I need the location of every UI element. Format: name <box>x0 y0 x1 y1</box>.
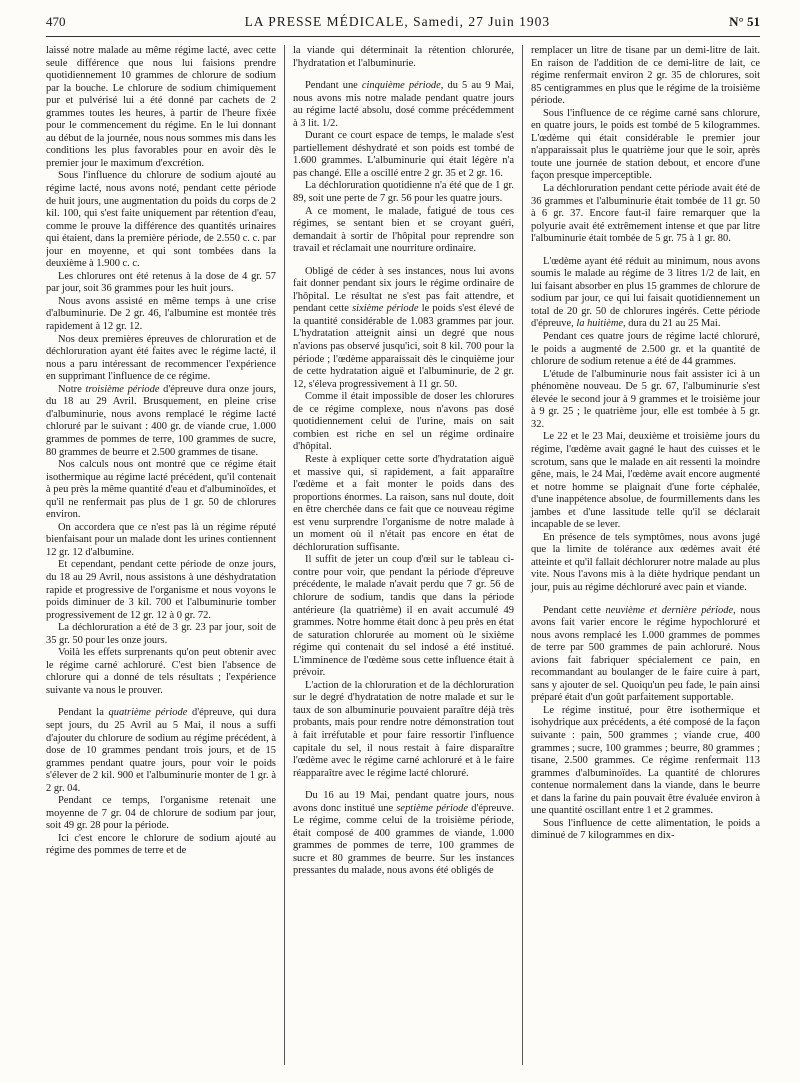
paragraph <box>531 532 760 595</box>
paragraph <box>46 170 276 270</box>
paragraph <box>46 559 276 622</box>
paragraph-text: Pendant la <box>58 707 104 719</box>
paragraph-text: Nous avons assisté en même temps à une crise d'albuminurie. De 2 gr. 46, l'albumine est montée très rapidement à 12 gr. 12. <box>46 295 276 333</box>
paragraph <box>46 45 276 170</box>
emphasis-text: septième période <box>396 802 469 814</box>
paragraph <box>293 206 514 256</box>
paragraph-text: Pendant cette <box>543 604 601 616</box>
paragraph <box>293 80 514 130</box>
paragraph <box>293 554 514 679</box>
paragraph-text: la viande qui déterminait la rétention chlorurée, l'hydratation et l'albuminurie. <box>293 45 514 69</box>
paragraph <box>531 369 760 432</box>
paragraph-text-after: d'épreuve dura onze jours, du 18 au 29 Avril. Brusquement, en pleine crise d'albuminurie, nous avons remplacé le régime lacté chloruré par le suivant : 400 gr. de viande crue, 1.000 grammes de pommes de terre, 100 grammes de sucre, 80 grammes de beurre et 2.500 grammes de tisane. <box>46 383 276 458</box>
paragraph-text: laissé notre malade au même régime lacté, avec cette seule différence que nous lui faisions prendre quotidiennement 10 grammes de chlorure de sodium par la bouche. Le chlorure de sodium chimiquement pur et pulvérisé lui a été donné par cachets de 2 grammes toutes les heures, à partir de l'heure fixée pour le commencement du régime. En le lui donnant au début de la journée, nous nous sommes mis dans les conditions les plus favorables pour en avoir dès le premier jour le maximum d'excrétion. <box>46 45 276 169</box>
paragraph-text: L'œdème ayant été réduit au minimum, nous avons soumis le malade au régime de 3 litres 1/2 de lait, en lui faisant absorber en plus 15 grammes de chlorure de sodium par jour, ce qui lui faisait quotidiennement un total de 20 gr. 50 de chlorures ingérés. Cette période d'épreuve, <box>531 255 760 330</box>
paragraph <box>293 454 514 554</box>
paragraph <box>293 45 514 70</box>
paragraph-text-after: , nous avons fait varier encore le régime hypochloruré et nous avons remplacé les 1.000 grammes de pommes de terre par 500 grammes de pain achloruré. Nous avions fait fabriquer spécialement ce pain, en recommandant au boulanger de le faire cuire à part, sans y ajouter de sel. Quoiqu'un peu fade, le pain ainsi préparé était d'un goût parfaitement supportable. <box>531 604 760 704</box>
paragraph <box>46 833 276 858</box>
paragraph-text: Comme il était impossible de doser les chlorures de ce régime complexe, nous n'avons pas dosé quotidiennement celui de l'urine, mais on sait combien est riche en sel un régime ordinaire d'hôpital. <box>293 391 514 453</box>
paragraph-text-after: d'épreuve, qui dura sept jours, du 25 Avril au 5 Mai, il nous a suffi d'ajouter du chlorure de sodium au régime précédent, à dose de 10 grammes pendant trois jours, et de 15 grammes pendant quatre jours, pour voir le poids s'élever de 2 kil. 900 et l'albuminurie monter de 1 gr. à 2 gr. 04. <box>46 707 276 794</box>
paragraph-text: Du 16 au 19 Mai, pendant quatre jours, nous avons donc institué une <box>293 790 514 814</box>
paragraph-text: A ce moment, le malade, fatigué de tous ces régimes, se sentant bien et se croyant guéri, demandait à sortir de l'hôpital pour reprendre son travail et réclamait une nourriture ordinaire. <box>293 205 514 255</box>
paragraph-text-after: le poids s'est élevé de la quantité considérable de 1.083 grammes par jour. L'hydratation atteignit ainsi un degré que nous n'avions pas observé jusqu'ici, soit 8 kil. 700 pour la période ; l'œdème apparaissait dès le cinquième jour de cette hydratation aiguë et l'albuminurie, de 2 gr. 12, s'éleva progressivement à 11 gr. 50. <box>293 303 514 390</box>
paragraph-text: En présence de tels symptômes, nous avons jugé que la limite de tolérance aux œdèmes avait été atteinte et qu'il fallait déchlorurer notre malade au plus vite. Nous l'avons mis à la diète hydrique pendant un jour, puis au régime déchloruré avec pain et viande. <box>531 531 760 593</box>
paragraph-text: Les chlorures ont été retenus à la dose de 4 gr. 57 par jour, soit 36 grammes pour les huit jours. <box>46 270 276 295</box>
column-3 <box>522 45 760 1065</box>
paragraph <box>46 384 276 459</box>
paragraph-text: L'étude de l'albuminurie nous fait assister ici à un phénomène nouveau. De 5 gr. 67, l'albuminurie s'est élevée le second jour à 9 grammes et le troisième jour à 9 gr. 25 ; le quatrième jour, elle est tombée à 5 gr. 32. <box>531 368 760 430</box>
paragraph-text: Sous l'influence de ce régime carné sans chlorure, en quatre jours, le poids est tombé de 5 kilogrammes. L'œdème qui était considérable le premier jour n'apparaissait plus le quatrième jour que le soir, après toute une journée de station debout, et encore d'une façon presque imperceptible. <box>531 107 760 182</box>
emphasis-text: quatrième période <box>108 707 188 719</box>
issue-number: N° 51 <box>729 14 760 29</box>
paragraph-text: Et cependant, pendant cette période de onze jours, du 18 au 29 Avril, nous assistons à une déshydratation rapide et progressive de l'organisme et nous voyons le poids diminuer de 3 kil. 700 et l'albuminurie tomber progressivement de 12 gr. 12 à 0 gr. 72. <box>46 559 276 621</box>
paragraph <box>531 256 760 331</box>
paragraph <box>293 180 514 205</box>
paragraph <box>293 130 514 180</box>
emphasis-text: neuvième et dernière période <box>605 604 734 616</box>
paragraph-text: Reste à expliquer cette sorte d'hydratation aiguë et massive qui, si rapidement, a fait apparaître l'œdème et a fait monter le poids dans des proportions énormes. La raison, sans nul doute, doit en être cherchée dans ce fait que ce nouveau régime est venu surprendre l'organisme de notre malade à un moment où il n'était pas encore en état de déchloruration suffisante. <box>293 453 514 553</box>
paragraph-text: L'action de la chloruration et de la déchloruration sur le degré d'hydratation de notre malade et sur le taux de son albuminurie pouvaient paraître déjà très probants, mais pour rendre notre démonstration tout à fait irréfutable et pour faire ressortir l'influence capitale du sel, il nous restait à faire disparaître l'œdème avec le régime carné achloruré et à le faire réapparaître avec le régime lacté chloruré. <box>293 679 514 779</box>
paragraph <box>293 680 514 780</box>
page-header <box>46 14 760 37</box>
column-2 <box>284 45 522 1065</box>
paragraph <box>531 818 760 843</box>
emphasis-text: la huitième <box>576 318 624 330</box>
paragraph-text-after: , dura du 21 au 25 Mai. <box>623 318 721 330</box>
journal-title: LA PRESSE MÉDICALE, Samedi, 27 Juin 1903 <box>244 14 551 29</box>
paragraph <box>531 108 760 183</box>
paragraph-text: Le 22 et le 23 Mai, deuxième et troisième jours du régime, l'œdème avait gagné le haut des cuisses et le scrotum, sans que le malade en ait ressenti la moindre gêne, mais, le 24 Mai, l'œdème avait encore augmenté et notre homme se plaignait d'une forte céphalée, d'une inappétence absolue, de fourmillements dans les jambes et d'une lassitude telle qu'il se déclarait incapable de se lever. <box>531 431 760 531</box>
paragraph-text: Sous l'influence du chlorure de sodium ajouté au régime lacté, nous avons noté, pendant cette période de huit jours, une augmentation du poids du corps de 2 kil. 100, qui s'est faite uniquement par rétention d'eau, comme le prouve la différence des quantités urinaires qui étaient, dans la première période, de 2.550 c. c. par jour en moyenne, et qui sont tombées dans la deuxième à 1.900 c. c. <box>46 170 276 270</box>
emphasis-text: cinquième période <box>361 80 441 92</box>
paragraph <box>293 266 514 391</box>
paragraph <box>46 707 276 795</box>
emphasis-text: troisième période <box>85 383 160 395</box>
paragraph <box>46 296 276 334</box>
paragraph <box>46 334 276 384</box>
paragraph <box>293 790 514 878</box>
paragraph-text: Nos deux premières épreuves de chloruration et de déchloruration ayant été faites avec le régime lacté, il nous a paru intéressant de recommencer l'expérience en supprimant l'influence de ce régime. <box>46 333 276 383</box>
text-columns <box>46 45 760 1065</box>
paragraph <box>46 647 276 697</box>
paragraph <box>46 622 276 647</box>
paragraph-text: La déchloruration a été de 3 gr. 23 par jour, soit de 35 gr. 50 pour les onze jours. <box>46 622 276 646</box>
paragraph-text: La déchloruration pendant cette période avait été de 36 grammes et l'albuminurie était tombée de 11 gr. 50 à 6 gr. 37. Encore faut-il faire remarquer que la polyurie avait été extrêmement intense et que par litre l'albuminurie était tombée de 5 gr. 75 à 1 gr. 80. <box>531 183 760 245</box>
paragraph <box>531 431 760 531</box>
paragraph-text: Pendant ce temps, l'organisme retenait une moyenne de 7 gr. 04 de chlorure de sodium par jour, soit 49 gr. 28 pour la période. <box>46 795 276 832</box>
paragraph-text: Pendant ces quatre jours de régime lacté chloruré, le poids a augmenté de 2.500 gr. et la quantité de chlorure de sodium retenue a été de 44 grammes. <box>531 331 760 368</box>
paragraph <box>293 391 514 454</box>
paragraph-text-after: d'épreuve. Le régime, comme celui de la troisième période, était composé de 400 grammes de viande, 1.000 grammes de pommes de terre, 100 grammes de sucre et 80 grammes de beurre. Sur les instances pressantes du malade, nous avons été obligés de <box>293 802 514 877</box>
column-1 <box>46 45 284 1065</box>
paragraph-text: remplacer un litre de tisane par un demi-litre de lait. En raison de l'addition de ce demi-litre de lait, ce régime renfermait environ 2 gr. 35 de chlorures, soit 85 centigrammes en plus que le régime de la troisième période. <box>531 45 760 107</box>
paragraph-text: Le régime institué, pour être isothermique et isohydrique aux précédents, a été composé de la façon suivante : pain, 500 grammes ; viande crue, 400 grammes ; sucre, 100 grammes ; beurre, 80 grammes ; tisane, 2.500 grammes. Ce régime renfermait 113 grammes d'albuminoïdes. La quantité de chlorures contenue normalement dans la viande, dans le beurre et dans la farine du pain pouvait être évaluée environ à une quantité oscillant entre 1 et 2 grammes. <box>531 704 760 817</box>
paragraph-text: La déchloruration quotidienne n'a été que de 1 gr. 89, soit une perte de 7 gr. 56 pour les quatre jours. <box>293 180 514 205</box>
paragraph <box>531 183 760 246</box>
paragraph-text: Pendant une <box>305 80 358 92</box>
paragraph-text: Voilà les effets surprenants qu'on peut obtenir avec le régime carné achloruré. C'est bien l'absence de chlorure qui a donné de tels résultats ; l'expérience suivante va nous le prouver. <box>46 647 276 696</box>
paragraph-text: On accordera que ce n'est pas là un régime réputé bienfaisant pour un malade dont les urines contiennent 12 gr. 12 d'albumine. <box>46 521 276 558</box>
paragraph-text: Obligé de céder à ses instances, nous lui avons fait donner pendant six jours le régime ordinaire de l'hôpital. Le résultat ne s'est pas fait attendre, et pendant cette <box>293 265 514 315</box>
paragraph <box>46 459 276 522</box>
paragraph <box>531 331 760 369</box>
paragraph-text: Ici c'est encore le chlorure de sodium ajouté au régime des pommes de terre et de <box>46 832 276 857</box>
paragraph <box>531 705 760 818</box>
page-number: 470 <box>46 14 66 29</box>
paragraph-text: Nos calculs nous ont montré que ce régime était isothermique au régime lacté précédent, qu'il contenait à peu près la même quantité d'eau et d'albuminoïdes, et qu'il ne renfermait pas plus de 1 gr. 50 de chlorures environ. <box>46 459 276 521</box>
paragraph-text: Il suffit de jeter un coup d'œil sur le tableau ci-contre pour voir, que pendant la période d'épreuve précédente, le malade n'avait perdu que 7 gr. 56 de chlorure de sodium, tandis que dans la période antérieure (la quatrième) il en avait accumulé 49 grammes. Notre homme était donc à peu près en état de saturation chlorurée au moment où le sixième régime qui contenait du sel indosé a été institué. L'imminence de l'œdème sous cette influence était à prévoir. <box>293 554 514 679</box>
paragraph <box>46 522 276 560</box>
paragraph-text: Sous l'influence de cette alimentation, le poids a diminué de 7 kilogrammes en dix- <box>531 817 760 842</box>
paragraph-text: Notre <box>58 383 82 395</box>
paragraph <box>46 271 276 296</box>
emphasis-text: sixième période <box>352 303 419 315</box>
paragraph <box>46 795 276 833</box>
paragraph <box>531 605 760 705</box>
paragraph-text-after: , du 5 au 9 Mai, nous avons mis notre malade pendant quatre jours au régime lacté absolu, dosé comme précédemment à 3 lit. 1/2. <box>293 80 514 129</box>
paragraph <box>531 45 760 108</box>
paragraph-text: Durant ce court espace de temps, le malade s'est partiellement déshydraté et son poids est tombé de 1.600 grammes. L'albuminurie qui était légère n'a pas changé. Elle a oscillé entre 2 gr. 35 et 2 gr. 16. <box>293 130 514 179</box>
